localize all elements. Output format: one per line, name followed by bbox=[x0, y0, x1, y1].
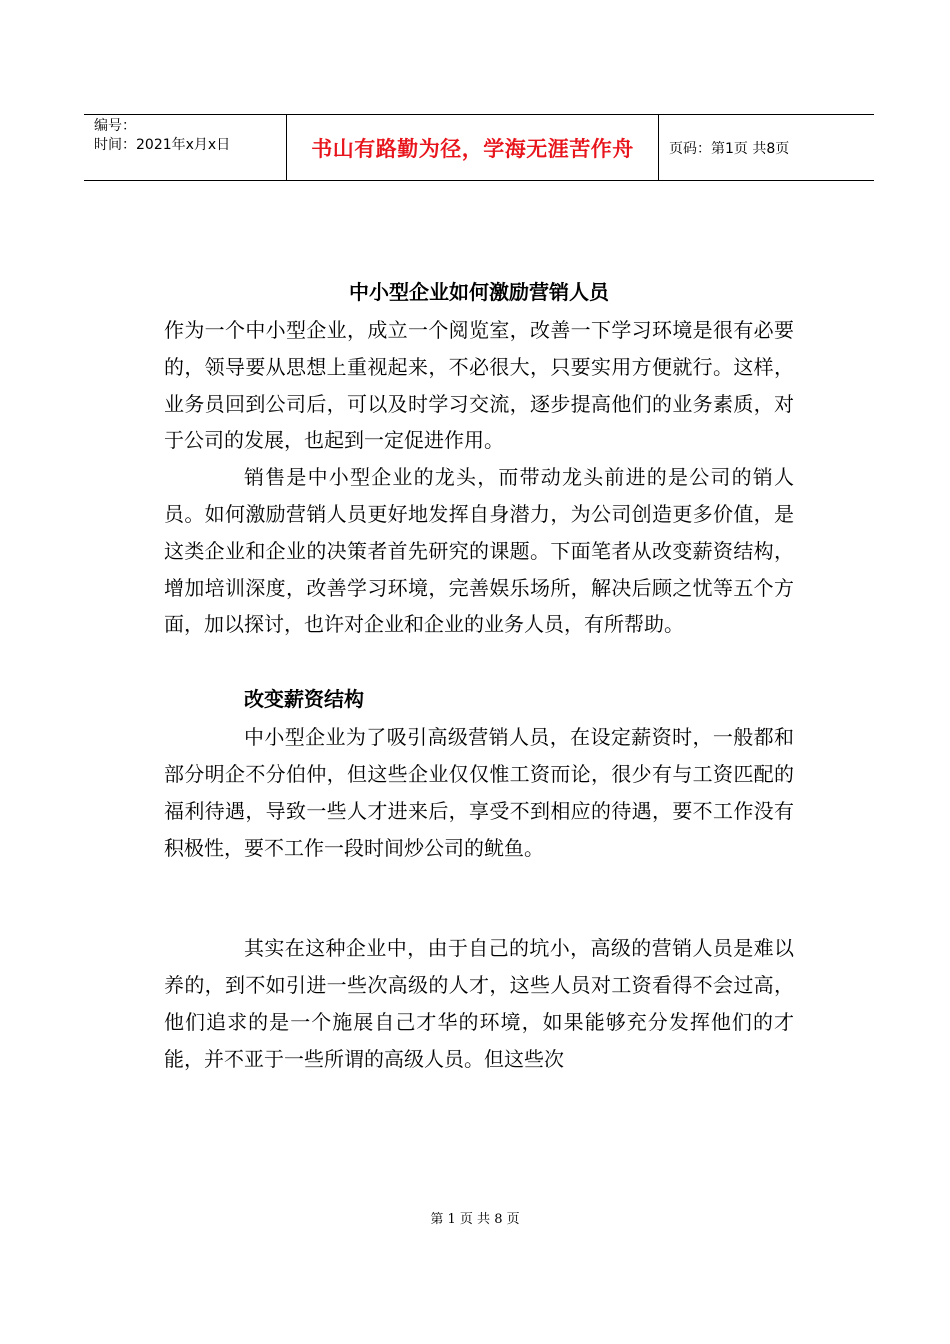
body-paragraph: 中小型企业为了吸引高级营销人员，在设定薪资时，一般都和部分明企不分伯仲，但这些企业仅仅惟工资而论，很少有与工资匹配的福利待遇，导致一些人才进来后，享受不到相应的待遇，要不工作没有积极性，要不工作一段时间炒公司的鱿鱼。 bbox=[164, 725, 794, 860]
body-paragraph: 其实在这种企业中，由于自己的坑小，高级的营销人员是难以养的，到不如引进一些次高级的人才，这些人员对工资看得不会过高，他们追求的是一个施展自己才华的环境，如果能够充分发挥他们的才能，并不亚于一些所谓的高级人员。但这些次 bbox=[164, 936, 794, 1071]
header-slogan: 书山有路勤为径，学海无涯苦作舟 bbox=[286, 115, 659, 180]
body-paragraph: 作为一个中小型企业，成立一个阅览室，改善一下学习环境是很有必要的，领导要从思想上重视起来，不必很大，只要实用方便就行。这样，业务员回到公司后，可以及时学习交流，逐步提高他们的业务素质，对于公司的发展，也起到一定促进作用。 bbox=[164, 318, 794, 453]
page-footer: 第 1 页 共 8 页 bbox=[430, 1212, 520, 1227]
header-table bbox=[84, 114, 874, 181]
section-title: 改变薪资结构 bbox=[244, 687, 364, 712]
document-body bbox=[164, 272, 794, 1078]
document-title: 中小型企业如何激励营销人员 bbox=[349, 280, 609, 304]
header-meta-cell bbox=[84, 115, 286, 180]
paragraph-gap bbox=[164, 866, 794, 930]
body-paragraph: 销售是中小型企业的龙头，而带动龙头前进的是公司的销人员。如何激励营销人员更好地发挥自身潜力，为公司创造更多价值，是这类企业和企业的决策者首先研究的课题。下面笔者从改变薪资结构，增加培训深度，改善学习环境，完善娱乐场所，解决后顾之忧等五个方面，加以探讨，也许对企业和企业的业务人员，有所帮助。 bbox=[164, 465, 794, 637]
document-number-label: 编号： bbox=[94, 118, 136, 134]
document-time-label: 时间：2021年x月x日 bbox=[94, 137, 231, 153]
header-page-info: 页码：第1页 共8页 bbox=[669, 140, 790, 157]
